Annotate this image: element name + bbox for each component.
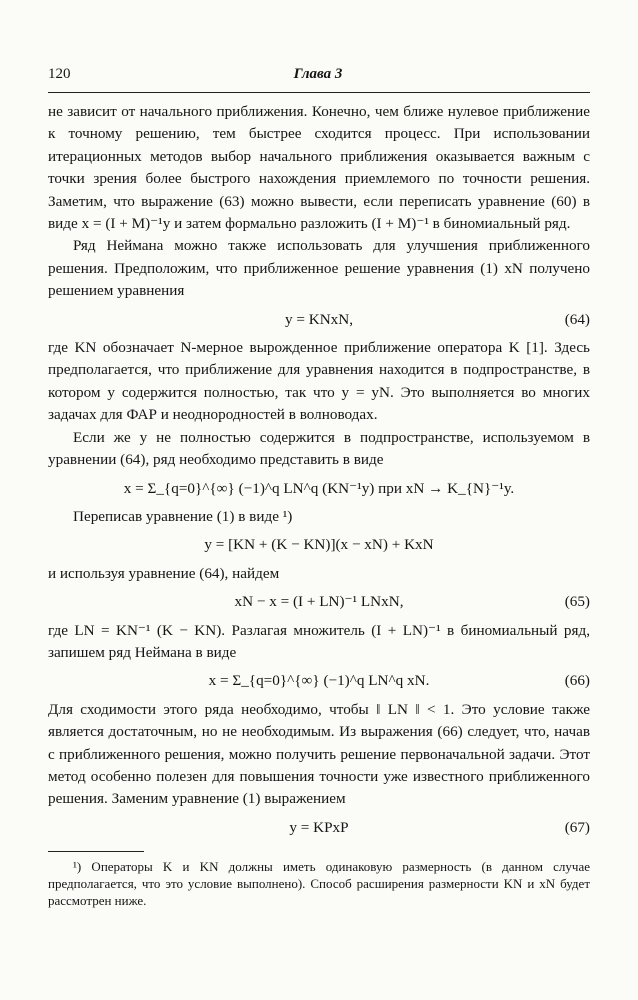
equation-66-number: (66) (564, 672, 590, 690)
equation-rewrite-body: y = [KN + (K − KN)](x − xN) + KxN (204, 536, 434, 554)
equation-67-number: (67) (564, 818, 590, 836)
paragraph-8: Для сходимости этого ряда необходимо, чтобы ‖ LN ‖ < 1. Это условие также является достаточным, но не необходимым. Из выражения (66) следует, что, начав с приближенного решения, можно получить решение первоначальной задачи. Этот метод особенно полезен для повышения точности уже известного приближенного решения. Заменим уравнение (1) выражением (48, 700, 590, 808)
equation-66 (48, 670, 590, 692)
paragraph-6: и используя уравнение (64), найдем (48, 564, 280, 582)
equation-rewrite (48, 534, 590, 556)
equation-series (48, 478, 590, 500)
footnote: ¹) Операторы K и KN должны иметь одинаковую размерность (в данном случае предполагается, что это условие выполнено). Способ расширения размерности KN и xN будет рассмотрен ниже. (48, 859, 590, 909)
paragraph-3: где KN обозначает N-мерное вырожденное приближение оператора K [1]. Здесь предполагается, что приближение для уравнения находится в подпространстве, в котором y содержится полностью, так что y = yN. Это выполняется во многих задачах для ФАР и неоднородностей в волноводах. (48, 339, 590, 424)
footnote-rule (48, 851, 144, 852)
equation-67-body: y = KPxP (289, 818, 349, 836)
paragraph-7: где LN = KN⁻¹ (K − KN). Разлагая множитель (I + LN)⁻¹ в биномиальный ряд, запишем ряд Неймана в виде (48, 621, 590, 661)
equation-65-number: (65) (564, 593, 590, 611)
equation-64-number: (64) (564, 310, 590, 328)
chapter-title: Глава 3 (293, 66, 343, 82)
page-body (48, 101, 590, 909)
paragraph-5: Переписав уравнение (1) в виде ¹) (73, 507, 293, 525)
paragraph-2: Ряд Неймана можно также использовать для улучшения приближенного решения. Предположим, что приближенное решение уравнения (1) xN получено решением уравнения (48, 237, 590, 300)
equation-64-body: y = KNxN, (284, 310, 354, 328)
running-header (48, 66, 588, 86)
paragraph-1: не зависит от начального приближения. Конечно, чем ближе нулевое приближение к точному решению, тем быстрее сходится процесс. При использовании итерационных методов выбор начального приближения оказывается важным с точки зрения более быстрого нахождения приемлемого по точности решения. Заметим, что выражение (63) можно вывести, если переписать уравнение (60) в виде x = (I + M)⁻¹y и затем формально разложить (I + M)⁻¹ в биномиальный ряд. (48, 103, 590, 233)
equation-64 (48, 309, 590, 331)
equation-67 (48, 817, 590, 839)
header-rule (48, 92, 590, 93)
equation-65 (48, 591, 590, 613)
equation-65-body: xN − x = (I + LN)⁻¹ LNxN, (234, 593, 404, 611)
equation-series-body: x = Σ_{q=0}^{∞} (−1)^q LN^q (KN⁻¹y) при xN → K_{N}⁻¹y. (123, 479, 515, 497)
equation-66-body: x = Σ_{q=0}^{∞} (−1)^q LN^q xN. (208, 672, 430, 690)
page-number: 120 (48, 66, 71, 82)
paragraph-4: Если же y не полностью содержится в подпространстве, используемом в уравнении (64), ряд необходимо представить в виде (48, 428, 590, 469)
